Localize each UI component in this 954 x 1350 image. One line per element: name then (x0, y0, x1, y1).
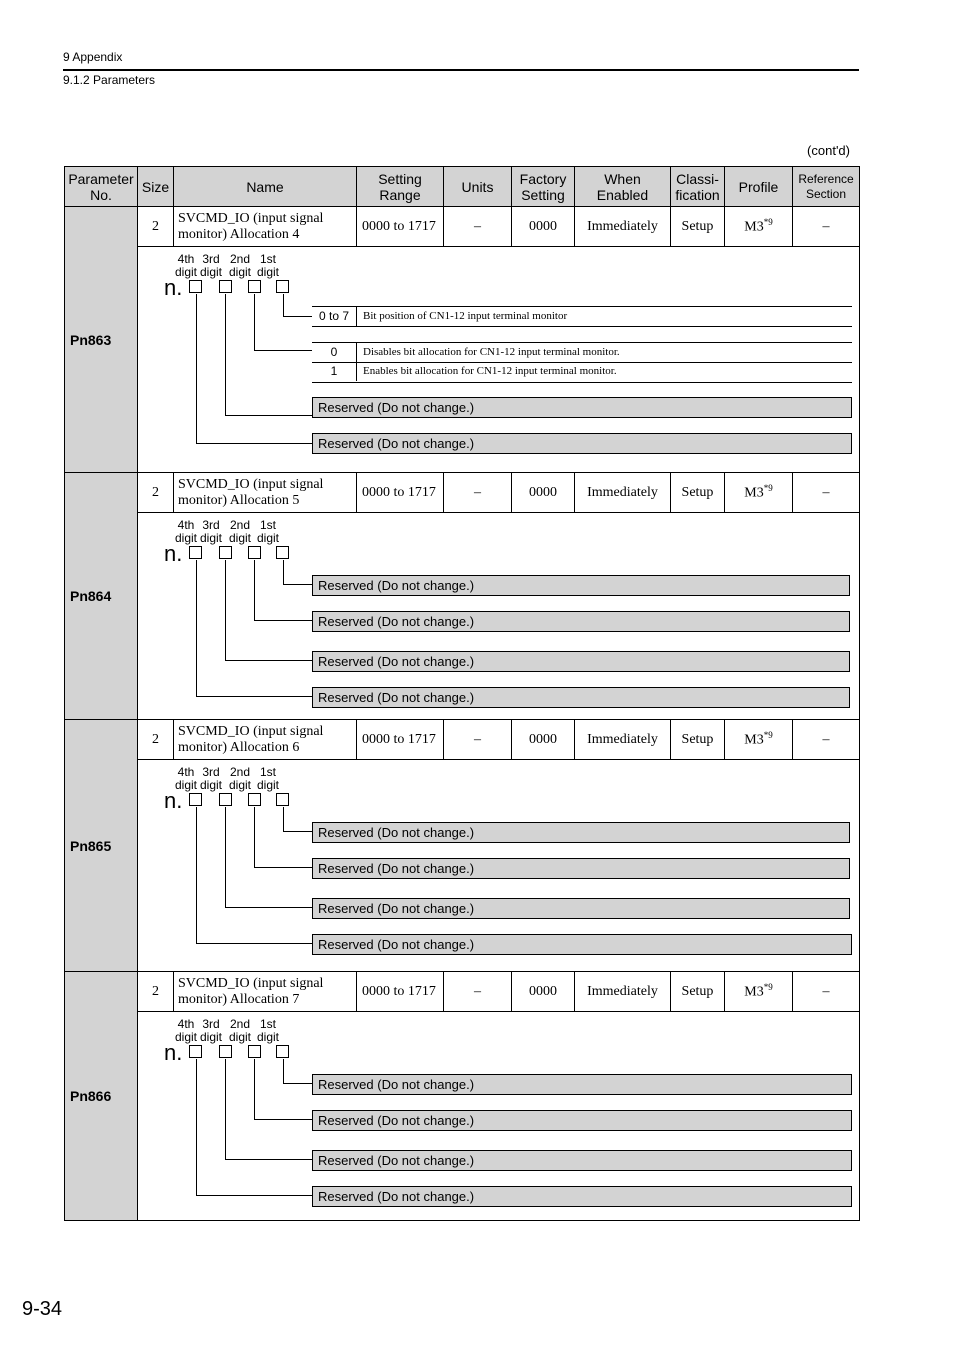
leader-line (225, 1059, 226, 1159)
digit-label-d3 (196, 253, 226, 279)
option-value: 1 (312, 362, 357, 381)
continued-note: (cont'd) (807, 143, 850, 158)
param-reference: – (793, 720, 860, 760)
param-profile (725, 972, 793, 1012)
digit-box (189, 546, 202, 559)
param-when-enabled: Immediately (575, 720, 671, 760)
leader-line (196, 1059, 197, 1195)
param-size: 2 (138, 207, 174, 247)
leader-line (225, 907, 312, 908)
param-row (65, 972, 860, 1012)
leader-line (283, 316, 312, 317)
leader-line (283, 1059, 284, 1083)
param-units: – (444, 473, 512, 513)
chapter-heading: 9 Appendix (63, 50, 123, 64)
digit-word: digit (174, 265, 197, 279)
param-size: 2 (138, 972, 174, 1012)
digit-label-d1 (253, 519, 283, 545)
param-setting-range: 0000 to 1717 (357, 473, 444, 513)
digit-word: digit (228, 1030, 251, 1044)
digit-box (189, 280, 202, 293)
digit-ordinal: 3rd (202, 252, 220, 266)
col-factory-setting: Factory Setting (512, 167, 575, 207)
param-number: Pn863 (65, 207, 138, 473)
col-classification: Classi- fication (671, 167, 725, 207)
digit-label-d1 (253, 253, 283, 279)
digit1-option-row (312, 306, 852, 327)
digit-box (276, 280, 289, 293)
reserved-bar: Reserved (Do not change.) (312, 898, 850, 919)
param-diagram-row (65, 513, 860, 720)
digit-box (219, 1045, 232, 1058)
digit-box (248, 793, 261, 806)
digit-box (276, 546, 289, 559)
param-reference: – (793, 207, 860, 247)
col-units: Units (444, 167, 512, 207)
profile-value: M3 (744, 219, 764, 235)
param-row (65, 720, 860, 760)
digit-word: digit (174, 1030, 197, 1044)
param-diagram-row (65, 1012, 860, 1221)
leader-line (196, 294, 197, 443)
param-when-enabled: Immediately (575, 473, 671, 513)
digit2-option-row (312, 362, 852, 383)
digit-box (276, 793, 289, 806)
col-param-no: Parameter No. (65, 167, 138, 207)
digit-word: digit (228, 531, 251, 545)
digit-box (219, 793, 232, 806)
profile-value: M3 (744, 984, 764, 1000)
param-name-line-2: monitor) Allocation 4 (178, 226, 300, 242)
reserved-bar: Reserved (Do not change.) (312, 611, 850, 632)
digit2-option-row (312, 342, 852, 363)
param-name-line-1: SVCMD_IO (input signal (178, 210, 324, 226)
digit-ordinal: 3rd (202, 1017, 220, 1031)
param-number: Pn865 (65, 720, 138, 972)
leader-line (254, 867, 312, 868)
digit-ordinal: 3rd (202, 765, 220, 779)
digit-label-d1 (253, 1018, 283, 1044)
profile-value: M3 (744, 732, 764, 748)
profile-footnote: *9 (763, 217, 773, 228)
leader-line (225, 660, 312, 661)
param-classification: Setup (671, 972, 725, 1012)
digit-ordinal: 3rd (202, 518, 220, 532)
digit-diagram (138, 1012, 860, 1221)
leader-line (196, 696, 312, 697)
leader-line (225, 1159, 312, 1160)
digit-diagram (138, 760, 860, 972)
param-reference: – (793, 972, 860, 1012)
n-prefix: n. (164, 275, 183, 300)
leader-line (254, 1119, 312, 1120)
param-setting-range: 0000 to 1717 (357, 207, 444, 247)
leader-line (196, 443, 312, 444)
profile-value: M3 (744, 485, 764, 501)
option-description: Enables bit allocation for CN1-12 input terminal monitor. (363, 365, 617, 377)
reserved-bar: Reserved (Do not change.) (312, 433, 852, 454)
param-name (174, 473, 357, 513)
digit-diagram (138, 247, 860, 473)
reserved-bar: Reserved (Do not change.) (312, 397, 852, 418)
leader-line (254, 807, 255, 867)
profile-footnote: *9 (763, 730, 773, 741)
param-when-enabled: Immediately (575, 207, 671, 247)
digit-ordinal: 1st (259, 765, 276, 779)
col-setting-range: Setting Range (357, 167, 444, 207)
digit-ordinal: 4th (177, 765, 195, 779)
param-setting-range: 0000 to 1717 (357, 720, 444, 760)
digit-box (189, 793, 202, 806)
digit-ordinal: 2nd (229, 1017, 251, 1031)
param-name-line-2: monitor) Allocation 6 (178, 739, 300, 755)
param-classification: Setup (671, 473, 725, 513)
digit-word: digit (199, 778, 222, 792)
option-description: Bit position of CN1-12 input terminal monitor (363, 310, 568, 322)
leader-line (283, 807, 284, 831)
reserved-bar: Reserved (Do not change.) (312, 858, 850, 879)
option-description: Disables bit allocation for CN1-12 input terminal monitor. (363, 346, 620, 358)
digit-box (219, 280, 232, 293)
digit-ordinal: 1st (259, 518, 276, 532)
digit-word: digit (199, 1030, 222, 1044)
profile-footnote: *9 (763, 483, 773, 494)
digit-ordinal: 1st (259, 1017, 276, 1031)
digit-label-d1 (253, 766, 283, 792)
param-setting-range: 0000 to 1717 (357, 972, 444, 1012)
digit-ordinal: 2nd (229, 252, 251, 266)
param-factory-setting: 0000 (512, 207, 575, 247)
n-prefix: n. (164, 788, 183, 813)
param-factory-setting: 0000 (512, 720, 575, 760)
n-prefix: n. (164, 541, 183, 566)
reserved-bar: Reserved (Do not change.) (312, 1150, 852, 1171)
digit-ordinal: 4th (177, 252, 195, 266)
leader-line (196, 807, 197, 943)
param-classification: Setup (671, 207, 725, 247)
leader-line (254, 294, 255, 350)
digit-label-d2 (225, 1018, 255, 1044)
parameter-table (64, 166, 860, 1221)
leader-line (283, 560, 284, 584)
param-reference: – (793, 473, 860, 513)
reserved-bar: Reserved (Do not change.) (312, 1186, 852, 1207)
leader-line (283, 831, 312, 832)
col-name: Name (174, 167, 357, 207)
page-number: 9-34 (22, 1298, 63, 1320)
param-classification: Setup (671, 720, 725, 760)
digit-word: digit (199, 531, 222, 545)
digit-word: digit (174, 531, 197, 545)
digit-ordinal: 2nd (229, 765, 251, 779)
leader-line (196, 943, 312, 944)
leader-line (254, 350, 312, 351)
param-profile (725, 473, 793, 513)
param-when-enabled: Immediately (575, 972, 671, 1012)
param-name-line-1: SVCMD_IO (input signal (178, 476, 324, 492)
param-units: – (444, 207, 512, 247)
leader-line (225, 294, 226, 415)
digit-word: digit (228, 778, 251, 792)
leader-line (254, 560, 255, 620)
leader-line (283, 294, 284, 316)
section-heading: 9.1.2 Parameters (63, 73, 156, 87)
leader-line (254, 620, 312, 621)
digit-word: digit (199, 265, 222, 279)
digit-word: digit (228, 265, 251, 279)
leader-line (254, 1059, 255, 1119)
digit-word: digit (174, 778, 197, 792)
digit-box (219, 546, 232, 559)
digit-label-d3 (196, 766, 226, 792)
option-value: 0 to 7 (312, 307, 357, 326)
param-size: 2 (138, 473, 174, 513)
param-name (174, 720, 357, 760)
digit-label-d3 (196, 519, 226, 545)
leader-line (225, 415, 312, 416)
leader-line (283, 1083, 312, 1084)
digit-word: digit (256, 531, 279, 545)
digit-ordinal: 2nd (229, 518, 251, 532)
param-name-line-1: SVCMD_IO (input signal (178, 975, 324, 991)
digit-word: digit (256, 265, 279, 279)
digit-label-d2 (225, 519, 255, 545)
param-name-line-2: monitor) Allocation 5 (178, 492, 300, 508)
col-when-enabled: When Enabled (575, 167, 671, 207)
digit-box (248, 546, 261, 559)
digit-box (276, 1045, 289, 1058)
leader-line (283, 584, 312, 585)
reserved-bar: Reserved (Do not change.) (312, 575, 850, 596)
reserved-bar: Reserved (Do not change.) (312, 687, 850, 708)
option-value: 0 (312, 343, 357, 362)
digit-word: digit (256, 1030, 279, 1044)
param-diagram-row (65, 247, 860, 473)
param-factory-setting: 0000 (512, 972, 575, 1012)
reserved-bar: Reserved (Do not change.) (312, 1110, 852, 1131)
header-rule (63, 69, 859, 71)
digit-label-d2 (225, 766, 255, 792)
param-diagram-row (65, 760, 860, 972)
param-units: – (444, 720, 512, 760)
param-name (174, 207, 357, 247)
param-number: Pn864 (65, 473, 138, 720)
param-name (174, 972, 357, 1012)
param-name-line-2: monitor) Allocation 7 (178, 991, 300, 1007)
col-size: Size (138, 167, 174, 207)
param-number: Pn866 (65, 972, 138, 1221)
param-row (65, 207, 860, 247)
param-name-line-1: SVCMD_IO (input signal (178, 723, 324, 739)
param-units: – (444, 972, 512, 1012)
digit-box (248, 1045, 261, 1058)
param-profile (725, 207, 793, 247)
param-profile (725, 720, 793, 760)
leader-line (196, 560, 197, 696)
leader-line (196, 1195, 312, 1196)
digit-ordinal: 4th (177, 518, 195, 532)
digit-box (189, 1045, 202, 1058)
digit-ordinal: 4th (177, 1017, 195, 1031)
digit-word: digit (256, 778, 279, 792)
digit-ordinal: 1st (259, 252, 276, 266)
param-factory-setting: 0000 (512, 473, 575, 513)
col-profile: Profile (725, 167, 793, 207)
param-size: 2 (138, 720, 174, 760)
profile-footnote: *9 (763, 982, 773, 993)
reserved-bar: Reserved (Do not change.) (312, 822, 850, 843)
param-row (65, 473, 860, 513)
n-prefix: n. (164, 1040, 183, 1065)
digit-label-d3 (196, 1018, 226, 1044)
leader-line (225, 560, 226, 660)
col-reference-section: Reference Section (793, 167, 860, 207)
reserved-bar: Reserved (Do not change.) (312, 934, 852, 955)
leader-line (225, 807, 226, 907)
digit-diagram (138, 513, 860, 720)
digit-box (248, 280, 261, 293)
reserved-bar: Reserved (Do not change.) (312, 651, 850, 672)
reserved-bar: Reserved (Do not change.) (312, 1074, 852, 1095)
digit-label-d2 (225, 253, 255, 279)
table-header-row (65, 167, 860, 207)
